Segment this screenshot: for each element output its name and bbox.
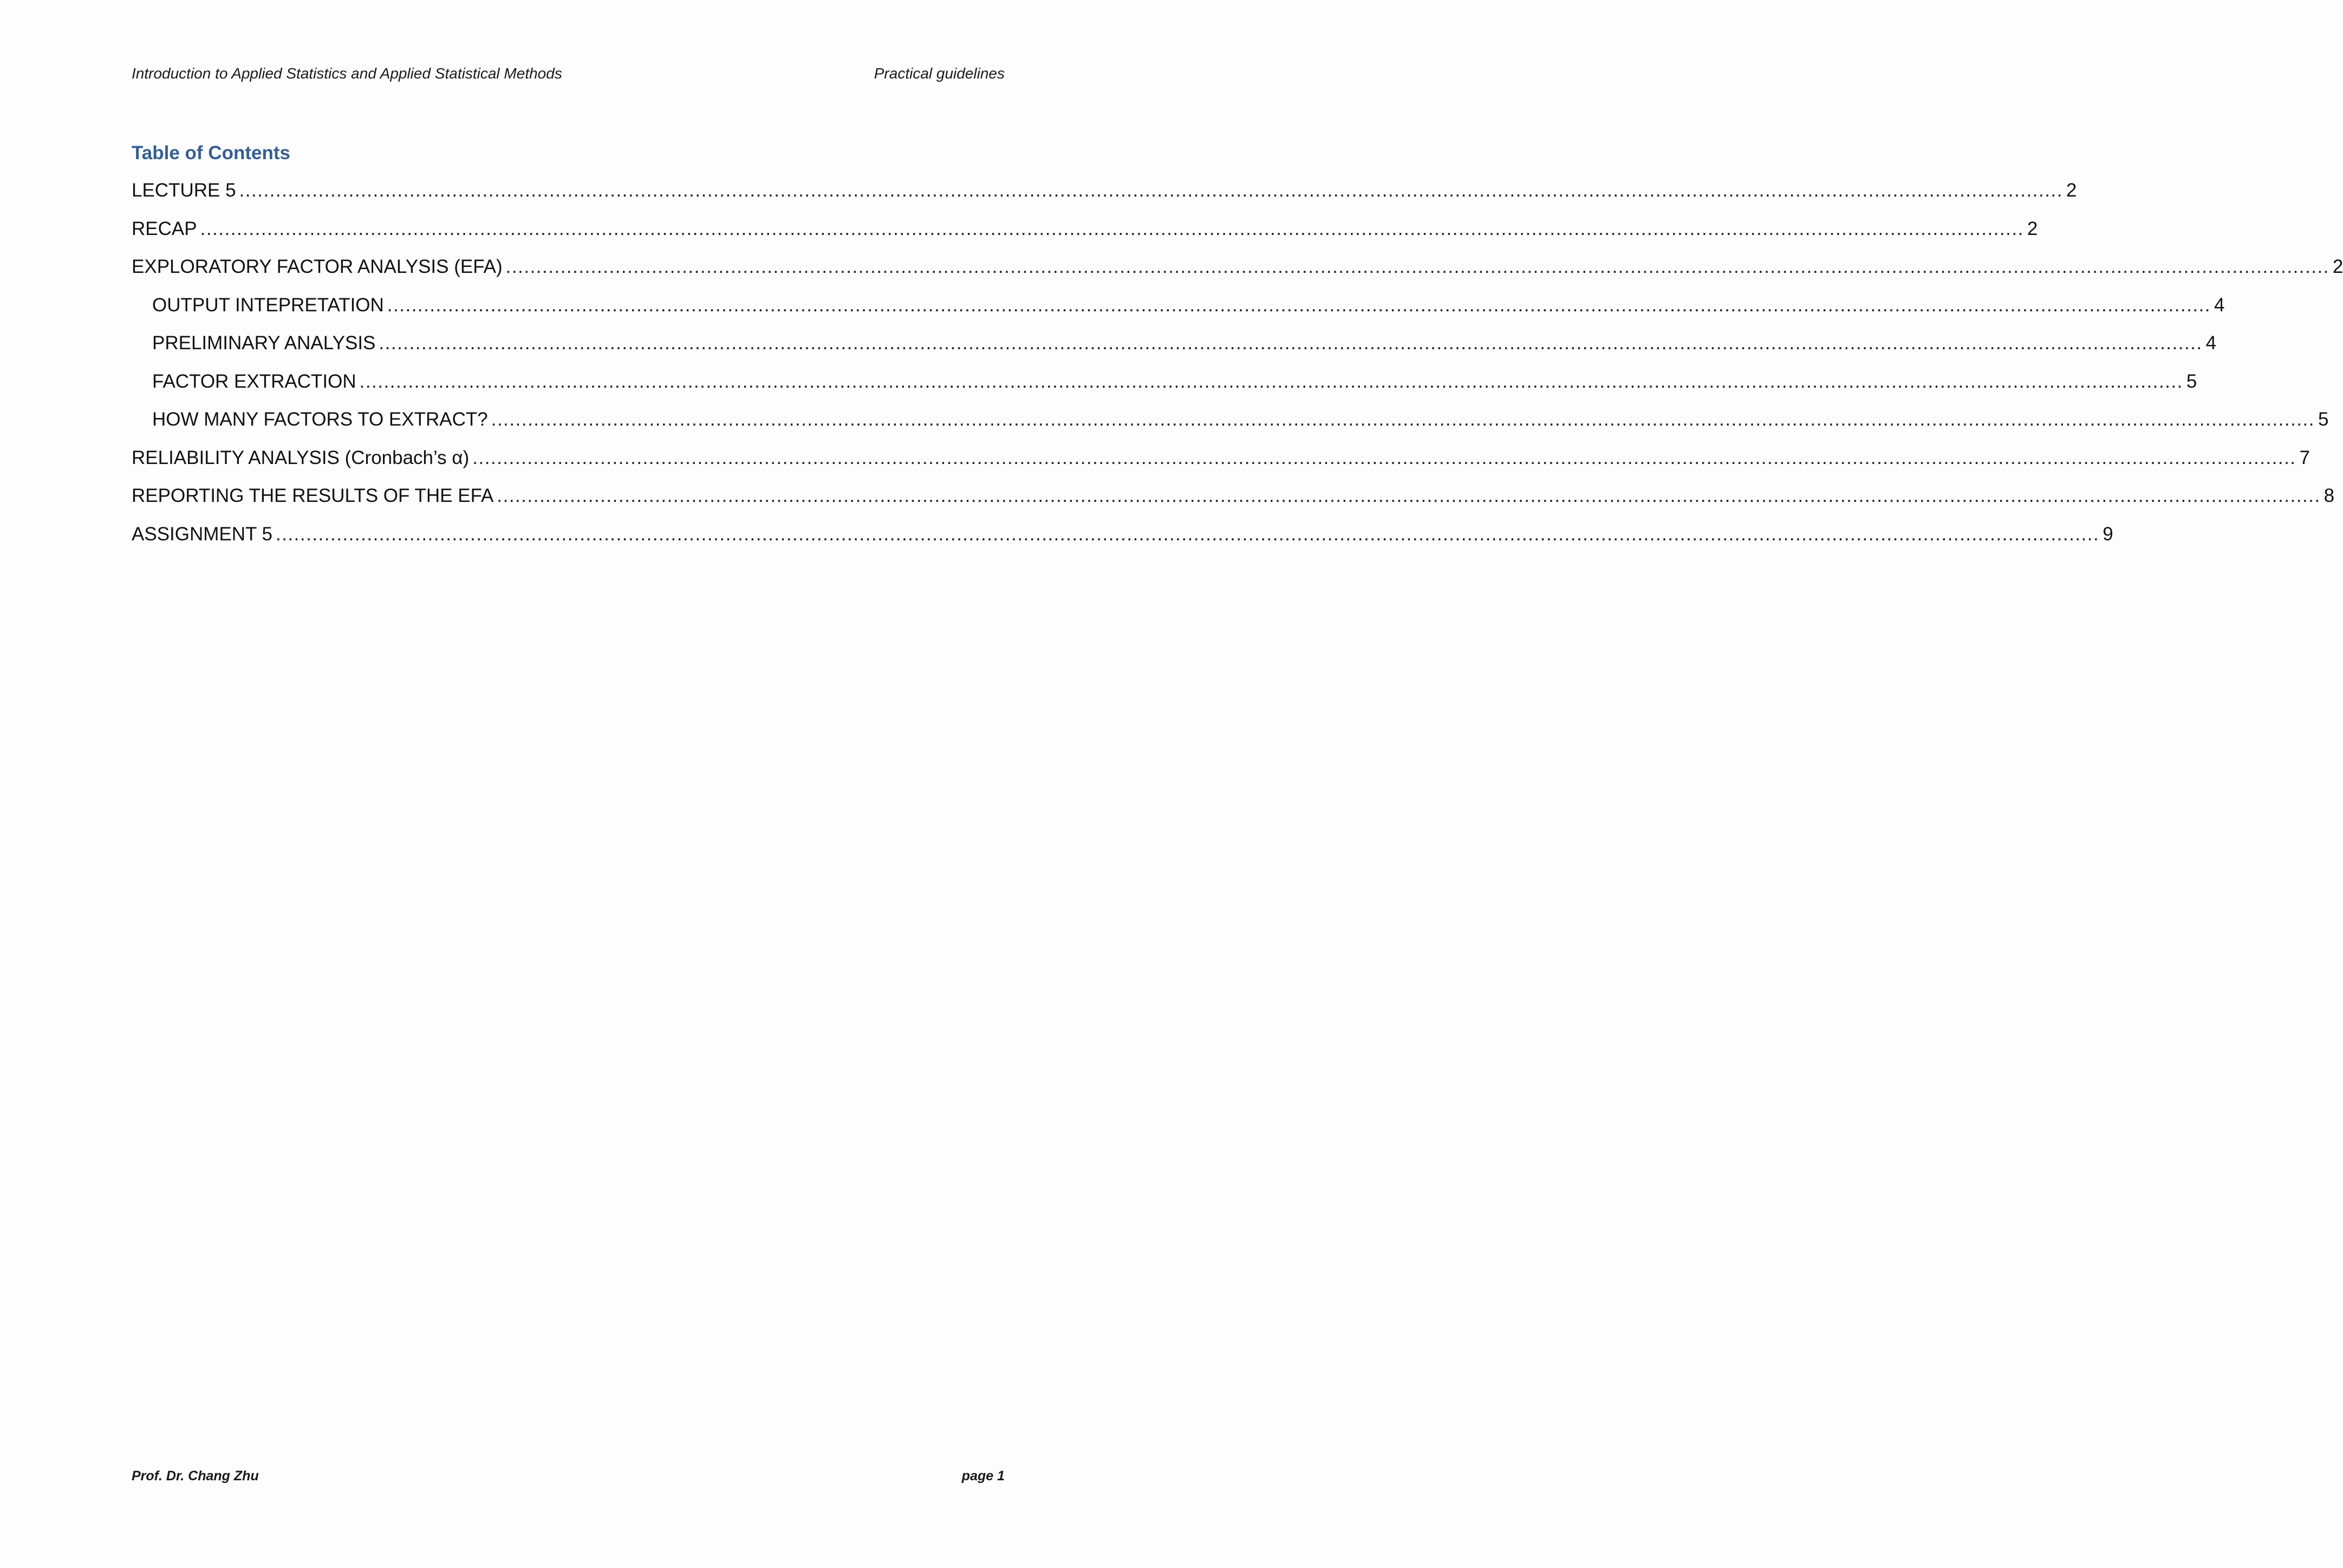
toc-dot-leader: ............................................................................................................................................................................................................................................................................................................ [275, 523, 2100, 545]
toc-entry-output-intepretation[interactable] [132, 293, 2225, 332]
toc-dot-leader: ............................................................................................................................................................................................................................................................................................................ [387, 294, 2211, 316]
toc-entry-title: ASSIGNMENT 5 [132, 523, 272, 545]
toc-entry-recap[interactable] [132, 217, 2038, 256]
header-course-title: Introduction to Applied Statistics and Applied Statistical Methods [132, 65, 562, 82]
toc-dot-leader: ............................................................................................................................................................................................................................................................................................................ [472, 447, 2296, 468]
toc-entry-lecture-5[interactable] [132, 179, 2077, 217]
toc-entry-page: 4 [2205, 332, 2217, 354]
toc-entry-page: 2 [2332, 256, 2343, 277]
toc-entry-title: HOW MANY FACTORS TO EXTRACT? [152, 409, 488, 430]
toc-entry-page: 9 [2103, 523, 2113, 545]
toc-entry-title: REPORTING THE RESULTS OF THE EFA [132, 485, 494, 506]
page-header [132, 65, 1005, 87]
toc-entry-page: 5 [2318, 409, 2329, 430]
footer-author: Prof. Dr. Chang Zhu [132, 1468, 259, 1484]
table-of-contents [132, 179, 2343, 560]
toc-entry-how-many-factors[interactable] [132, 408, 2329, 446]
toc-entry-title: RELIABILITY ANALYSIS (Cronbach’s α) [132, 447, 470, 468]
page-footer [132, 1468, 1005, 1488]
toc-entry-efa[interactable] [132, 255, 2343, 293]
toc-dot-leader: ............................................................................................................................................................................................................................................................................................................ [200, 218, 2024, 239]
toc-dot-leader: ............................................................................................................................................................................................................................................................................................................ [505, 256, 2329, 277]
toc-dot-leader: ............................................................................................................................................................................................................................................................................................................ [239, 180, 2063, 201]
toc-entry-title: PRELIMINARY ANALYSIS [152, 332, 376, 354]
toc-entry-title: RECAP [132, 218, 197, 239]
toc-dot-leader: ............................................................................................................................................................................................................................................................................................................ [491, 409, 2315, 430]
toc-entry-reporting-results[interactable] [132, 484, 2335, 522]
toc-entry-page: 8 [2324, 485, 2335, 506]
toc-entry-page: 4 [2214, 294, 2225, 316]
toc-entry-assignment-5[interactable] [132, 522, 2113, 561]
toc-entry-reliability-analysis[interactable] [132, 446, 2311, 485]
toc-dot-leader: ............................................................................................................................................................................................................................................................................................................ [359, 370, 2183, 392]
toc-dot-leader: ............................................................................................................................................................................................................................................................................................................ [497, 485, 2321, 506]
toc-entry-page: 5 [2186, 370, 2197, 392]
toc-entry-page: 2 [2066, 180, 2077, 201]
toc-entry-title: EXPLORATORY FACTOR ANALYSIS (EFA) [132, 256, 503, 277]
toc-entry-page: 2 [2027, 218, 2038, 239]
toc-entry-preliminary-analysis[interactable] [132, 331, 2217, 370]
toc-entry-page: 7 [2299, 447, 2311, 468]
toc-entry-factor-extraction[interactable] [132, 370, 2197, 408]
toc-entry-title: OUTPUT INTEPRETATION [152, 294, 384, 316]
footer-page-number: page 1 [961, 1468, 1005, 1484]
toc-dot-leader: ............................................................................................................................................................................................................................................................................................................ [379, 332, 2203, 354]
toc-heading: Table of Contents [132, 142, 290, 164]
toc-entry-title: LECTURE 5 [132, 180, 236, 201]
header-section-label: Practical guidelines [874, 65, 1005, 82]
toc-entry-title: FACTOR EXTRACTION [152, 370, 356, 392]
